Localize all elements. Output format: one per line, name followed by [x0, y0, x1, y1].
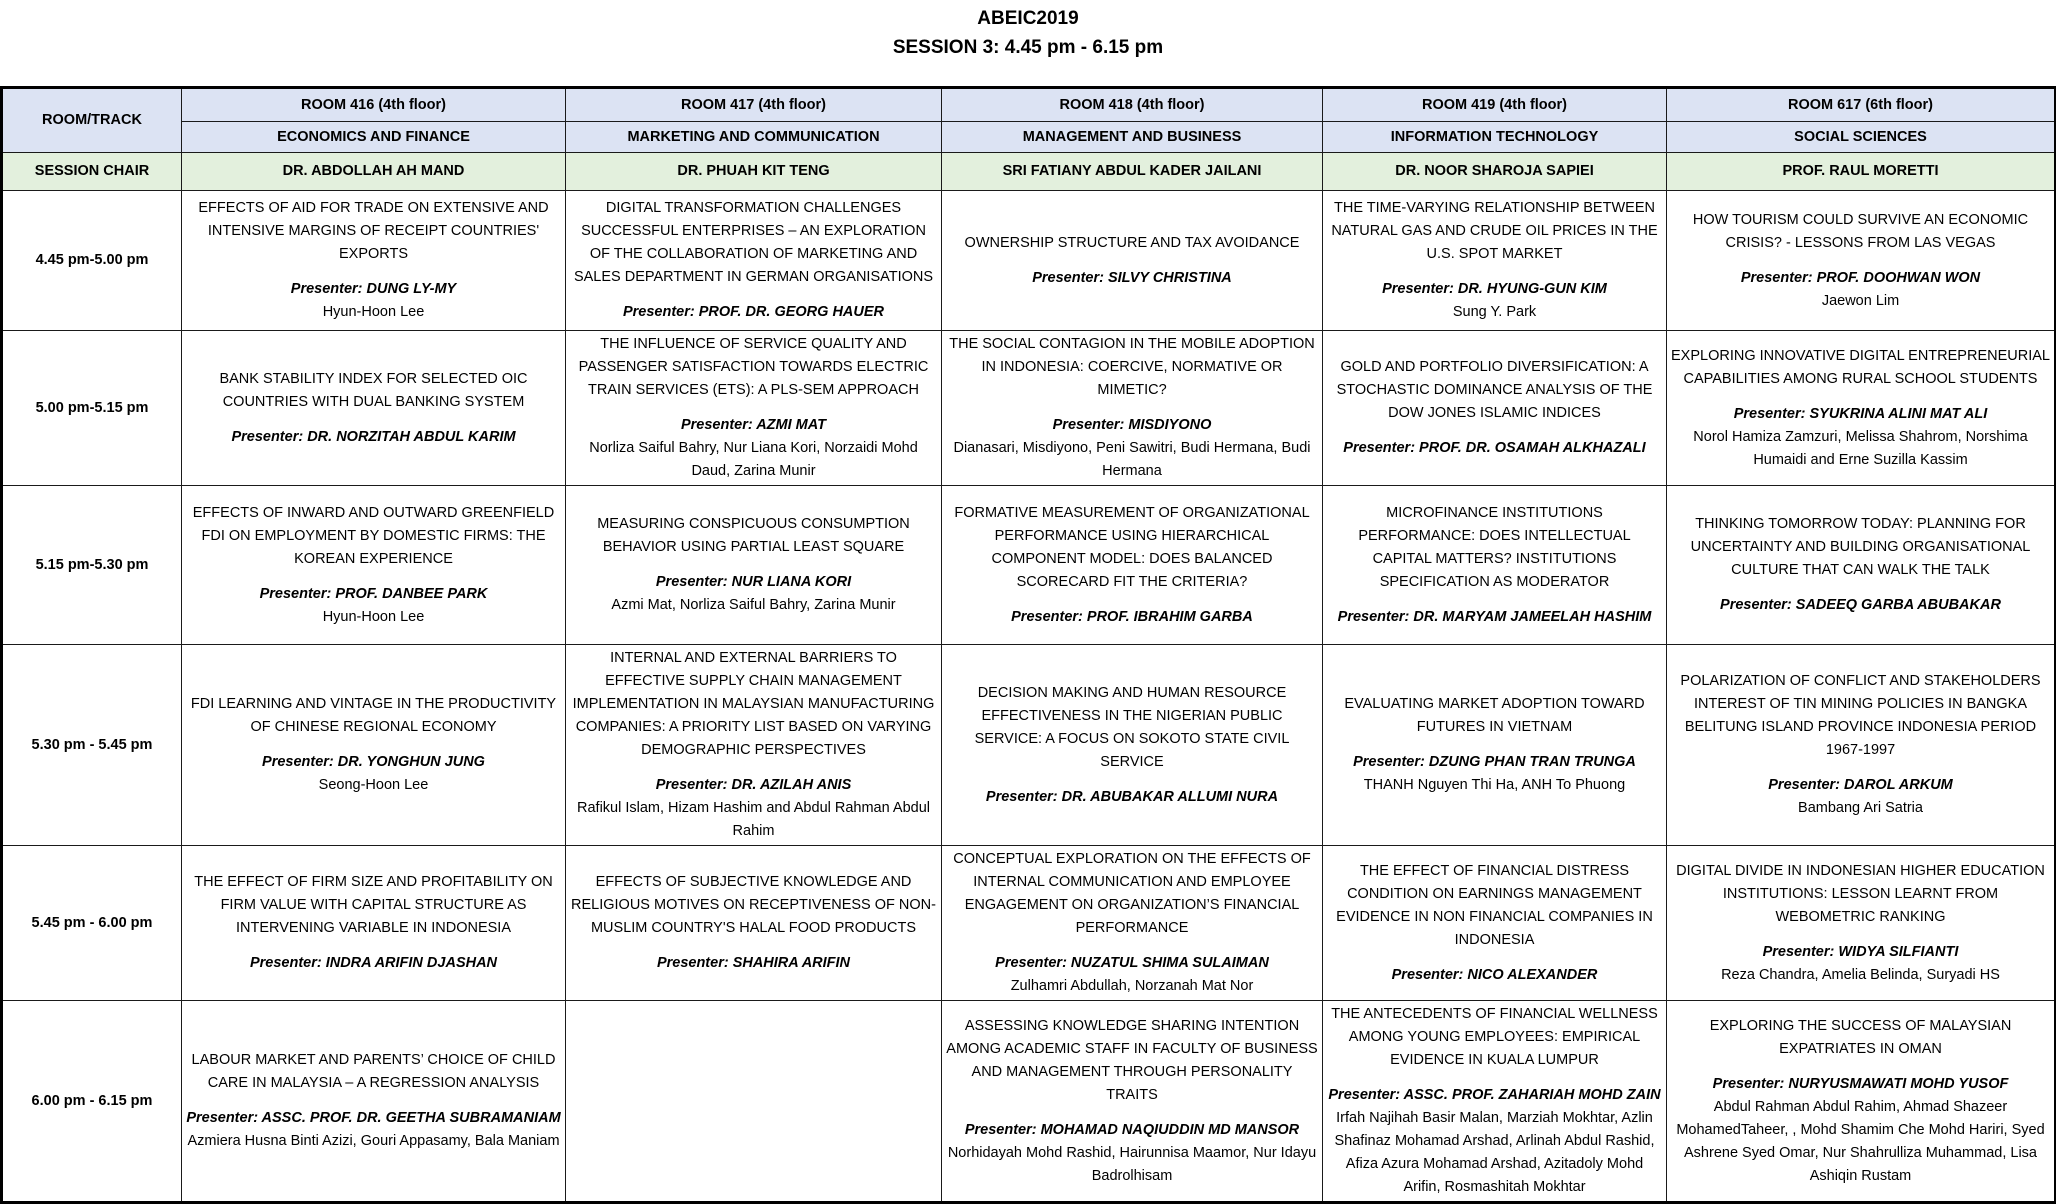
co-authors: Hyun-Hoon Lee	[322, 608, 425, 625]
spacer	[1327, 266, 1662, 278]
paper-title: EVALUATING MARKET ADOPTION TOWARD FUTURES IN VIETNAM	[1344, 696, 1645, 735]
spacer	[186, 571, 561, 583]
co-authors: Norhidayah Mohd Rashid, Hairunnisa Maamor, Nur Idayu Badrolhisam	[947, 1144, 1317, 1184]
co-authors: Jaewon Lim	[1821, 292, 1900, 309]
co-authors: Bambang Ari Satria	[1798, 800, 1923, 816]
time-slot-row	[2, 486, 2056, 645]
paper-title: DIGITAL DIVIDE IN INDONESIAN HIGHER EDUCATION INSTITUTIONS: LESSON LEARNT FROM WEBOMETRIC RANKING	[1676, 862, 2045, 925]
session-cell	[1323, 486, 1667, 645]
spacer	[570, 940, 937, 952]
spacer	[946, 774, 1318, 786]
co-authors: Zulhamri Abdullah, Norzanah Mat Nor	[1010, 978, 1254, 994]
paper-title: FORMATIVE MEASUREMENT OF ORGANIZATIONAL PERFORMANCE USING HIERARCHICAL COMPONENT MODEL: DOES BALANCED SCORECARD FIT THE CRITERIA?	[954, 504, 1310, 590]
paper-title: EFFECTS OF AID FOR TRADE ON EXTENSIVE AND INTENSIVE MARGINS OF RECEIPT COUNTRIES' EXPORTS	[198, 200, 549, 262]
presenter: Presenter: PROF. IBRAHIM GARBA	[1011, 608, 1253, 625]
paper-title: THE INFLUENCE OF SERVICE QUALITY AND PASSENGER SATISFACTION TOWARDS ELECTRIC TRAIN SERVICES (ETS): A PLS-SEM APPROACH	[578, 336, 929, 398]
paper-title: THE ANTECEDENTS OF FINANCIAL WELLNESS AMONG YOUNG EMPLOYEES: EMPIRICAL EVIDENCE IN KUALA LUMPUR	[1331, 1006, 1658, 1068]
session-chair-label: SESSION CHAIR	[2, 153, 182, 191]
spacer	[1671, 255, 2050, 267]
presenter: Presenter: SYUKRINA ALINI MAT ALI	[1733, 405, 1988, 422]
session-chair: DR. ABDOLLAH AH MAND	[182, 153, 566, 191]
track-header: SOCIAL SCIENCES	[1667, 122, 2056, 153]
paper-title: CONCEPTUAL EXPLORATION ON THE EFFECTS OF INTERNAL COMMUNICATION AND EMPLOYEE ENGAGEMENT ON ORGANIZATION’S FINANCIAL PERFORMANCE	[953, 851, 1311, 936]
co-authors: Azmi Mat, Norliza Saiful Bahry, Zarina Munir	[611, 597, 896, 613]
session-cell	[182, 191, 566, 331]
presenter: Presenter: ASSC. PROF. DR. GEETHA SUBRAMANIAM	[186, 1110, 561, 1126]
time-slot-row	[2, 1001, 2056, 1203]
presenter: Presenter: DR. AZILAH ANIS	[655, 777, 852, 793]
session-title: SESSION 3: 4.45 pm - 6.15 pm	[892, 37, 1164, 58]
session-cell	[1323, 846, 1667, 1001]
spacer	[570, 289, 937, 301]
presenter: Presenter: SHAHIRA ARIFIN	[656, 955, 851, 971]
paper-title: EXPLORING THE SUCCESS OF MALAYSIAN EXPATRIATES IN OMAN	[1709, 1017, 2012, 1057]
time-slot: 5.45 pm - 6.00 pm	[2, 846, 182, 1001]
session-cell	[1667, 486, 2056, 645]
co-authors: Norliza Saiful Bahry, Nur Liana Kori, Norzaidi Mohd Daud, Zarina Munir	[589, 440, 918, 479]
spacer	[946, 594, 1318, 606]
presenter: Presenter: NICO ALEXANDER	[1391, 966, 1598, 983]
spacer	[1671, 391, 2050, 403]
room-track-label: ROOM/TRACK	[2, 88, 182, 153]
spacer	[186, 266, 561, 278]
session-cell	[1323, 191, 1667, 331]
paper-title: THINKING TOMORROW TODAY: PLANNING FOR UNCERTAINTY AND BUILDING ORGANISATIONAL CULTURE THAT CAN WALK THE TALK	[1690, 516, 2031, 578]
room-header: ROOM 617 (6th floor)	[1667, 88, 2056, 122]
session-cell	[182, 486, 566, 645]
paper-title: EXPLORING INNOVATIVE DIGITAL ENTREPRENEURIAL CAPABILITIES AMONG RURAL SCHOOL STUDENTS	[1671, 347, 2050, 387]
track-header: MARKETING AND COMMUNICATION	[566, 122, 942, 153]
co-authors: Azmiera Husna Binti Azizi, Gouri Appasamy, Bala Maniam	[187, 1133, 560, 1149]
session-cell	[566, 486, 942, 645]
session-cell	[182, 331, 566, 486]
presenter: Presenter: MISDIYONO	[1052, 417, 1212, 433]
session-cell	[942, 846, 1323, 1001]
paper-title: OWNERSHIP STRUCTURE AND TAX AVOIDANCE	[964, 234, 1300, 251]
session-cell	[566, 331, 942, 486]
presenter: Presenter: MOHAMAD NAQIUDDIN MD MANSOR	[964, 1121, 1300, 1138]
co-authors: Rafikul Islam, Hizam Hashim and Abdul Rahman Abdul Rahim	[577, 800, 930, 839]
session-cell	[182, 1001, 566, 1203]
session-cell	[566, 645, 942, 846]
spacer	[946, 940, 1318, 952]
spacer	[1327, 594, 1662, 606]
presenter: Presenter: DR. NORZITAH ABDUL KARIM	[231, 428, 516, 445]
paper-title: THE EFFECT OF FINANCIAL DISTRESS CONDITION ON EARNINGS MANAGEMENT EVIDENCE IN NON FINANCIAL COMPANIES IN INDONESIA	[1336, 862, 1653, 948]
presenter: Presenter: PROF. DR. GEORG HAUER	[622, 304, 885, 320]
presenter: Presenter: ASSC. PROF. ZAHARIAH MOHD ZAIN	[1328, 1087, 1661, 1103]
spacer	[186, 414, 561, 426]
co-authors: THANH Nguyen Thi Ha, ANH To Phuong	[1363, 777, 1626, 793]
spacer	[946, 255, 1318, 267]
session-cell	[1667, 331, 2056, 486]
session-cell	[1667, 1001, 2056, 1203]
session-cell	[182, 846, 566, 1001]
spacer	[186, 739, 561, 751]
spacer	[1671, 929, 2050, 941]
room-header: ROOM 416 (4th floor)	[182, 88, 566, 122]
paper-title: FDI LEARNING AND VINTAGE IN THE PRODUCTIVITY OF CHINESE REGIONAL ECONOMY	[190, 696, 557, 735]
spacer	[1671, 582, 2050, 594]
paper-title: POLARIZATION OF CONFLICT AND STAKEHOLDERS INTEREST OF TIN MINING POLICIES IN BANGKA BELITUNG ISLAND PROVINCE INDONESIA PERIOD 1967-1997	[1680, 673, 2041, 758]
session-cell	[1323, 645, 1667, 846]
presenter: Presenter: AZMI MAT	[680, 417, 826, 433]
session-cell	[566, 1001, 942, 1203]
co-authors: Abdul Rahman Abdul Rahim, Ahmad Shazeer MohamedTaheer, , Mohd Shamim Che Mohd Hariri, Syed Ashrene Syed Omar, Nur Shahrulliza Muhammad, Lisa Ashiqin Rustam	[1676, 1098, 2045, 1184]
session-cell	[1667, 846, 2056, 1001]
room-header: ROOM 418 (4th floor)	[942, 88, 1323, 122]
session-cell	[566, 846, 942, 1001]
spacer	[186, 1095, 561, 1107]
spacer	[1327, 952, 1662, 964]
time-slot: 5.30 pm - 5.45 pm	[2, 645, 182, 846]
paper-title: HOW TOURISM COULD SURVIVE AN ECONOMIC CRISIS? - LESSONS FROM LAS VEGAS	[1692, 211, 2029, 251]
paper-title: THE TIME-VARYING RELATIONSHIP BETWEEN NATURAL GAS AND CRUDE OIL PRICES IN THE U.S. SPOT MARKET	[1331, 200, 1658, 262]
session-cell	[942, 191, 1323, 331]
time-slot-row	[2, 191, 2056, 331]
session-cell	[1667, 191, 2056, 331]
spacer	[570, 402, 937, 414]
room-header: ROOM 419 (4th floor)	[1323, 88, 1667, 122]
paper-title: MICROFINANCE INSTITUTIONS PERFORMANCE: DOES INTELLECTUAL CAPITAL MATTERS? INSTITUTIONS SPECIFICATION AS MODERATOR	[1358, 504, 1631, 590]
paper-title: ASSESSING KNOWLEDGE SHARING INTENTION AMONG ACADEMIC STAFF IN FACULTY OF BUSINESS AND MANAGEMENT THROUGH PERSONALITY TRAITS	[946, 1017, 1318, 1103]
time-slot-row	[2, 331, 2056, 486]
track-header: ECONOMICS AND FINANCE	[182, 122, 566, 153]
spacer	[1327, 1072, 1662, 1084]
session-cell	[942, 486, 1323, 645]
paper-title: LABOUR MARKET AND PARENTS’ CHOICE OF CHILD CARE IN MALAYSIA – A REGRESSION ANALYSIS	[191, 1052, 556, 1091]
time-slot: 4.45 pm-5.00 pm	[2, 191, 182, 331]
co-authors: Reza Chandra, Amelia Belinda, Suryadi HS	[1721, 966, 2000, 983]
time-slot-row	[2, 846, 2056, 1001]
spacer	[570, 559, 937, 571]
paper-title: THE EFFECT OF FIRM SIZE AND PROFITABILITY ON FIRM VALUE WITH CAPITAL STRUCTURE AS INTERVENING VARIABLE IN INDONESIA	[194, 874, 553, 936]
presenter: Presenter: DR. MARYAM JAMEELAH HASHIM	[1337, 608, 1652, 625]
paper-title: INTERNAL AND EXTERNAL BARRIERS TO EFFECTIVE SUPPLY CHAIN MANAGEMENT IMPLEMENTATION IN MALAYSIAN MANUFACTURING COMPANIES: A PRIORITY LIST BASED ON VARYING DEMOGRAPHIC PERSPECTIVES	[572, 650, 935, 758]
spacer	[1671, 1061, 2050, 1073]
spacer	[1671, 762, 2050, 774]
session-cell	[942, 331, 1323, 486]
paper-title: EFFECTS OF INWARD AND OUTWARD GREENFIELD FDI ON EMPLOYMENT BY DOMESTIC FIRMS: THE KOREAN EXPERIENCE	[192, 504, 555, 567]
presenter: Presenter: NUR LIANA KORI	[655, 574, 852, 590]
room-header: ROOM 417 (4th floor)	[566, 88, 942, 122]
co-authors: Sung Y. Park	[1452, 304, 1537, 320]
presenter: Presenter: DR. HYUNG-GUN KIM	[1382, 281, 1607, 297]
time-slot-row	[2, 645, 2056, 846]
conference-title: ABEIC2019	[977, 8, 1079, 29]
paper-title: BANK STABILITY INDEX FOR SELECTED OIC COUNTRIES WITH DUAL BANKING SYSTEM	[219, 370, 528, 410]
document-header	[0, 0, 2056, 62]
co-authors: Irfah Najihah Basir Malan, Marziah Mokhtar, Azlin Shafinaz Mohamad Arshad, Arlinah Abdul Rashid, Afiza Azura Mohamad Arshad, Azitadoly Mohd Arifin, Rosmashitah Mokhtar	[1334, 1110, 1655, 1195]
paper-title: DECISION MAKING AND HUMAN RESOURCE EFFECTIVENESS IN THE NIGERIAN PUBLIC SERVICE: A FOCUS ON SOKOTO STATE CIVIL SERVICE	[974, 684, 1290, 770]
time-slot: 5.00 pm-5.15 pm	[2, 331, 182, 486]
time-slot: 6.00 pm - 6.15 pm	[2, 1001, 182, 1203]
track-header: MANAGEMENT AND BUSINESS	[942, 122, 1323, 153]
spacer	[946, 402, 1318, 414]
session-cell	[182, 645, 566, 846]
time-slot: 5.15 pm-5.30 pm	[2, 486, 182, 645]
paper-title: DIGITAL TRANSFORMATION CHALLENGES SUCCESSFUL ENTERPRISES – AN EXPLORATION OF THE COLLABORATION OF MARKETING AND SALES DEPARTMENT IN GERMAN ORGANISATIONS	[573, 200, 934, 285]
presenter: Presenter: SILVY CHRISTINA	[1032, 269, 1232, 286]
session-chair: PROF. RAUL MORETTI	[1667, 153, 2056, 191]
presenter: Presenter: WIDYA SILFIANTI	[1762, 943, 1959, 960]
session-cell	[1323, 1001, 1667, 1203]
paper-title: EFFECTS OF SUBJECTIVE KNOWLEDGE AND RELIGIOUS MOTIVES ON RECEPTIVENESS OF NON-MUSLIM COUNTRY'S HALAL FOOD PRODUCTS	[571, 874, 936, 936]
session-chair: DR. PHUAH KIT TENG	[566, 153, 942, 191]
presenter: Presenter: DR. YONGHUN JUNG	[262, 754, 485, 770]
session-cell	[566, 191, 942, 331]
presenter: Presenter: PROF. DOOHWAN WON	[1740, 269, 1981, 286]
session-chair: DR. NOOR SHAROJA SAPIEI	[1323, 153, 1667, 191]
paper-title: GOLD AND PORTFOLIO DIVERSIFICATION: A STOCHASTIC DOMINANCE ANALYSIS OF THE DOW JONES ISLAMIC INDICES	[1336, 359, 1653, 421]
presenter: Presenter: INDRA ARIFIN DJASHAN	[249, 955, 498, 971]
co-authors: Dianasari, Misdiyono, Peni Sawitri, Budi Hermana, Budi Hermana	[953, 440, 1311, 479]
presenter: Presenter: PROF. DR. OSAMAH ALKHAZALI	[1343, 440, 1646, 456]
presenter: Presenter: DUNG LY-MY	[290, 281, 457, 297]
presenter: Presenter: NURYUSMAWATI MOHD YUSOF	[1712, 1075, 2009, 1092]
session-cell	[1667, 645, 2056, 846]
session-chair: SRI FATIANY ABDUL KADER JAILANI	[942, 153, 1323, 191]
session-cell	[1323, 331, 1667, 486]
session-cell	[942, 645, 1323, 846]
co-authors: Seong-Hoon Lee	[318, 777, 429, 793]
track-header: INFORMATION TECHNOLOGY	[1323, 122, 1667, 153]
presenter: Presenter: PROF. DANBEE PARK	[259, 585, 488, 602]
paper-title: THE SOCIAL CONTAGION IN THE MOBILE ADOPTION IN INDONESIA: COERCIVE, NORMATIVE OR MIMETIC?	[949, 336, 1315, 398]
presenter: Presenter: DR. ABUBAKAR ALLUMI NURA	[985, 788, 1279, 805]
spacer	[570, 762, 937, 774]
presenter: Presenter: SADEEQ GARBA ABUBAKAR	[1720, 597, 2001, 613]
session-cell	[942, 1001, 1323, 1203]
spacer	[1327, 425, 1662, 437]
spacer	[186, 940, 561, 952]
co-authors: Hyun-Hoon Lee	[322, 304, 425, 320]
co-authors: Norol Hamiza Zamzuri, Melissa Shahrom, Norshima Humaidi and Erne Suzilla Kassim	[1693, 428, 2028, 468]
presenter: Presenter: DZUNG PHAN TRAN TRUNGA	[1353, 754, 1636, 770]
paper-title: MEASURING CONSPICUOUS CONSUMPTION BEHAVIOR USING PARTIAL LEAST SQUARE	[597, 516, 910, 555]
spacer	[946, 1107, 1318, 1119]
schedule-table	[0, 86, 2056, 1204]
spacer	[1327, 739, 1662, 751]
presenter: Presenter: NUZATUL SHIMA SULAIMAN	[995, 955, 1269, 971]
presenter: Presenter: DAROL ARKUM	[1768, 777, 1953, 793]
